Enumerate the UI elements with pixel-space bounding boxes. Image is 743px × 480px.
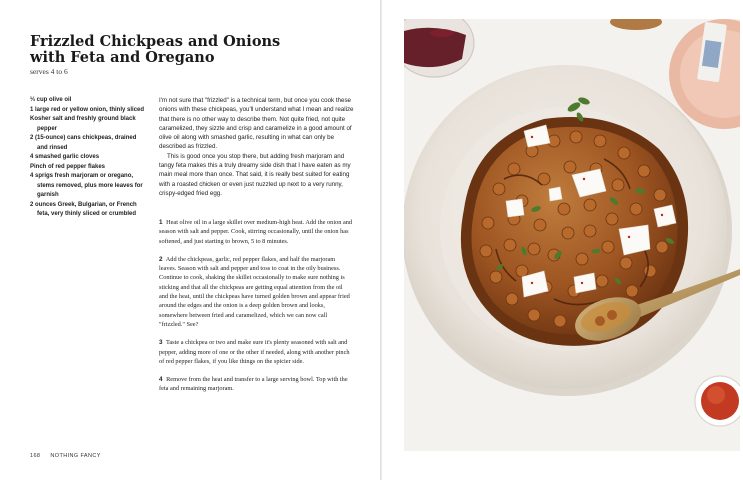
step-text: Remove from the heat and transfer to a large serving bowl. Top with the feta and remaining marjoram.	[159, 376, 348, 393]
ingredient-item: 4 sprigs fresh marjoram or oregano, stems removed, plus more leaves for garnish	[30, 173, 143, 198]
step-number: 2	[159, 255, 163, 263]
step-text: Add the chickpeas, garlic, red pepper flakes, and half the marjoram leaves. Season with salt and pepper and toss to coat in the oily business. Continue to cook, shaking the skillet occasionally to make sure nothing is sticking and that all the chickpeas are getting equal attention from the oil and the heat, until the chickpeas have turned golden brown and appear fried around the edges and the onion is a deep golden brown and looks, somewhere between fried and caramelized, which we can now call "frizzled." See?	[159, 255, 350, 328]
recipe-title-line-1: Frizzled Chickpeas and Onions	[30, 33, 281, 50]
page-footer	[30, 453, 101, 459]
ingredient-item: 1 large red or yellow onion, thinly sliced	[30, 106, 145, 113]
page-number: 168	[30, 453, 41, 459]
headnote	[159, 96, 354, 198]
ingredient-list	[30, 96, 148, 220]
running-head: NOTHING FANCY	[50, 453, 101, 459]
ingredient-item: Pinch of red pepper flakes	[30, 163, 106, 170]
step-text: Heat olive oil in a large skillet over medium-high heat. Add the onion and season with salt and pepper. Cook, stirring occasionally, until the onion has softened, and just starting to brown, 5 to 8 minutes.	[159, 219, 353, 245]
ingredient-item: Kosher salt and freshly ground black pepper	[30, 116, 136, 132]
method-steps	[159, 218, 353, 403]
recipe-title-line-2: with Feta and Oregano	[30, 49, 215, 66]
ingredient-item: 2 ounces Greek, Bulgarian, or French feta, very thinly sliced or crumbled	[30, 201, 137, 217]
ingredient-item: 2 (15-ounce) cans chickpeas, drained and rinsed	[30, 135, 137, 151]
right-page	[382, 0, 743, 480]
headnote-paragraph: I'm not sure that "frizzled" is a technical term, but once you cook these onions with these chickpeas, you'll understand what I mean and realize that there is no other way to describe them. Not quite fried, not quite caramelized, they sizzle and crisp and caramelize in a good amount of olive oil along with smashed garlic, resulting in what can only be described as frizzled.	[159, 97, 354, 151]
step-text: Taste a chickpea or two and make sure it's plenty seasoned with salt and pepper, adding more of one or the other if needed, along with another pinch of red pepper flakes, if you like things on the spicier side.	[159, 339, 350, 365]
recipe-title	[30, 34, 360, 66]
method-step	[159, 255, 353, 329]
food-photo	[404, 19, 740, 451]
chickpea-mound	[461, 117, 688, 346]
method-step	[159, 375, 353, 394]
step-number: 1	[159, 219, 163, 226]
method-step	[159, 338, 353, 366]
headnote-paragraph: This is good once you stop there, but adding fresh marjoram and tangy feta makes this a truly dreamy side dish that I have eaten as my main meal more than once. That said, it is really best suited for eating with a roasted chicken or even just nuzzled up next to a very runny, crispy-edged fried egg.	[159, 152, 351, 197]
ingredient-item: ⅓ cup olive oil	[30, 97, 72, 103]
serves-line: serves 4 to 6	[30, 67, 68, 76]
step-number: 3	[159, 339, 163, 347]
ingredient-item: 4 smashed garlic cloves	[30, 154, 100, 160]
method-step	[159, 218, 353, 246]
chili-flake-dish	[695, 376, 740, 426]
step-number: 4	[159, 376, 163, 384]
